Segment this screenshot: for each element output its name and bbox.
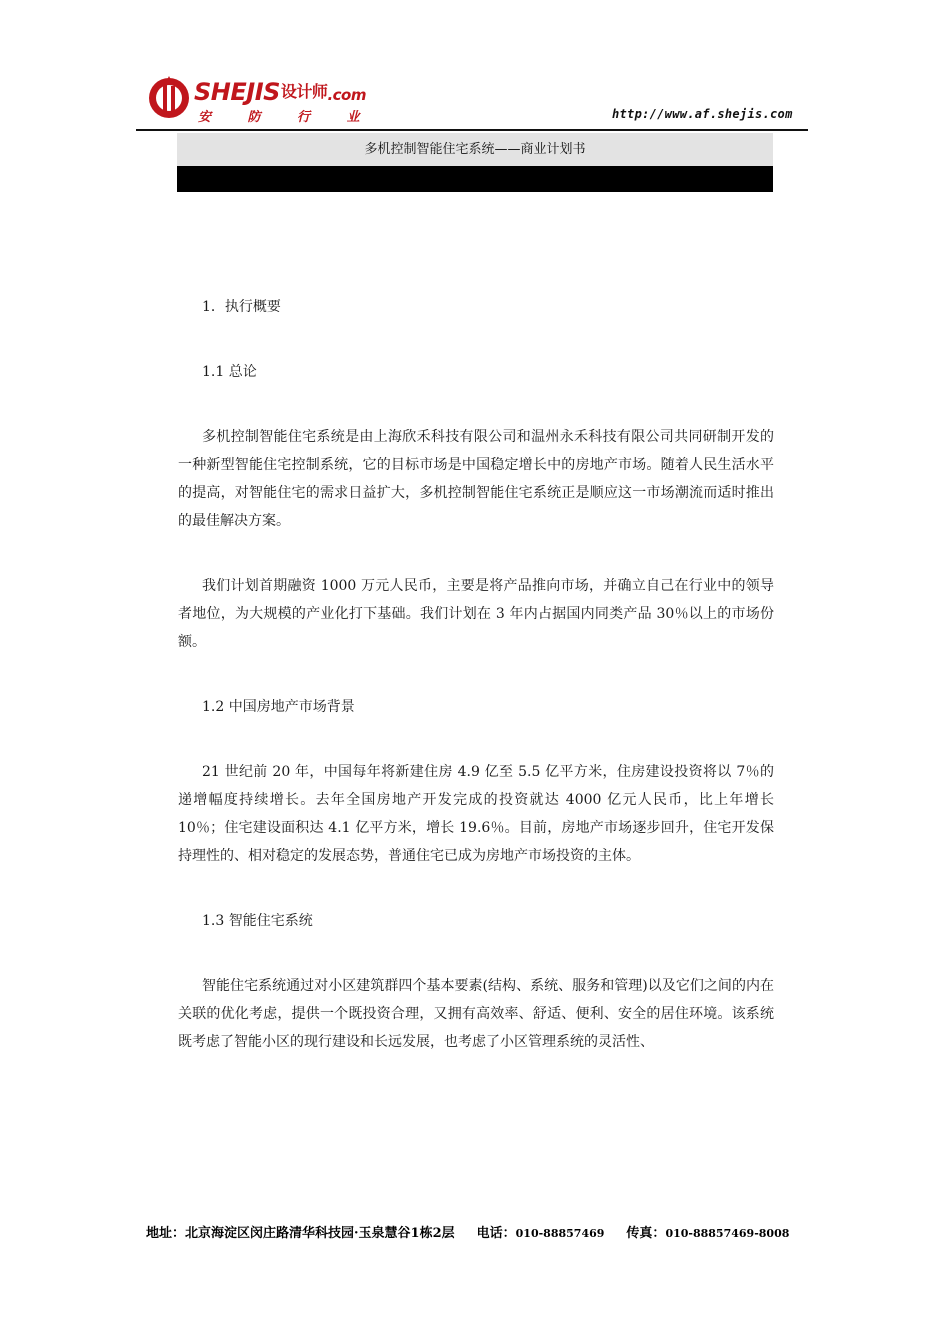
section-heading-overview: 1.1 总论 bbox=[202, 364, 257, 380]
paragraph-overview-1: 多机控制智能住宅系统是由上海欣禾科技有限公司和温州永禾科技有限公司共同研制开发的一种新型智能住宅控制系统，它的目标市场是中国稳定增长中的房地产市场。随着人民生活水平的提高，对智能住宅的需求日益扩大，多机控制智能住宅系统正是顺应这一市场潮流而适时推出的最佳解决方案。 bbox=[178, 429, 774, 529]
section-heading-smart-home-system: 1.3 智能住宅系统 bbox=[202, 913, 313, 929]
section-heading-market-background: 1.2 中国房地产市场背景 bbox=[202, 699, 355, 715]
logo-emblem-icon bbox=[146, 74, 192, 120]
logo-brand-cn: 设计师 bbox=[280, 82, 328, 101]
page-footer bbox=[146, 1222, 789, 1241]
footer-fax-label: 传真： bbox=[626, 1226, 666, 1241]
footer-phone: 010-88857469 bbox=[515, 1227, 605, 1240]
company-logo bbox=[146, 74, 376, 125]
footer-fax: 010-88857469-8008 bbox=[665, 1227, 790, 1240]
paragraph-market-background: 21 世纪前 20 年，中国每年将新建住房 4.9 亿至 5.5 亿平方米，住房建设投资将以 7％的递增幅度持续增长。去年全国房地产开发完成的投资就达 4000 亿元人民币，比上年增长 10％；住宅建设面积达 4.1 亿平方米，增长 19.6％。目前，房地产市场逐步回升，住宅开发保持理性的、相对稳定的发展态势，普通住宅已成为房地产市场投资的主体。 bbox=[178, 764, 774, 864]
footer-address: 北京海淀区闵庄路清华科技园·玉泉慧谷1栋2层 bbox=[185, 1226, 455, 1241]
footer-address-label: 地址： bbox=[146, 1226, 186, 1241]
section-heading-executive-summary: 1．执行概要 bbox=[202, 299, 281, 315]
paragraph-smart-home-system: 智能住宅系统通过对小区建筑群四个基本要素(结构、系统、服务和管理)以及它们之间的内在关联的优化考虑，提供一个既投资合理，又拥有高效率、舒适、便利、安全的居住环境。该系统既考虑了智能小区的现行建设和长远发展，也考虑了小区管理系统的灵活性、 bbox=[178, 978, 774, 1050]
document-title-banner: 多机控制智能住宅系统——商业计划书 bbox=[177, 133, 773, 166]
header-divider bbox=[136, 129, 808, 131]
logo-brand-com: .com bbox=[327, 86, 366, 104]
logo-brand-text: SHEJIS bbox=[194, 78, 280, 106]
site-url[interactable]: http://www.af.shejis.com bbox=[612, 107, 793, 121]
document-body bbox=[178, 293, 774, 1056]
footer-phone-label: 电话： bbox=[476, 1226, 516, 1241]
paragraph-overview-2: 我们计划首期融资 1000 万元人民币，主要是将产品推向市场，并确立自己在行业中的领导者地位，为大规模的产业化打下基础。我们计划在 3 年内占据国内同类产品 30％以上的市场份额。 bbox=[178, 578, 774, 650]
logo-wordmark bbox=[194, 80, 366, 107]
logo-subtitle: 安 防 行 业 bbox=[198, 110, 376, 125]
title-banner-bar bbox=[177, 166, 773, 192]
